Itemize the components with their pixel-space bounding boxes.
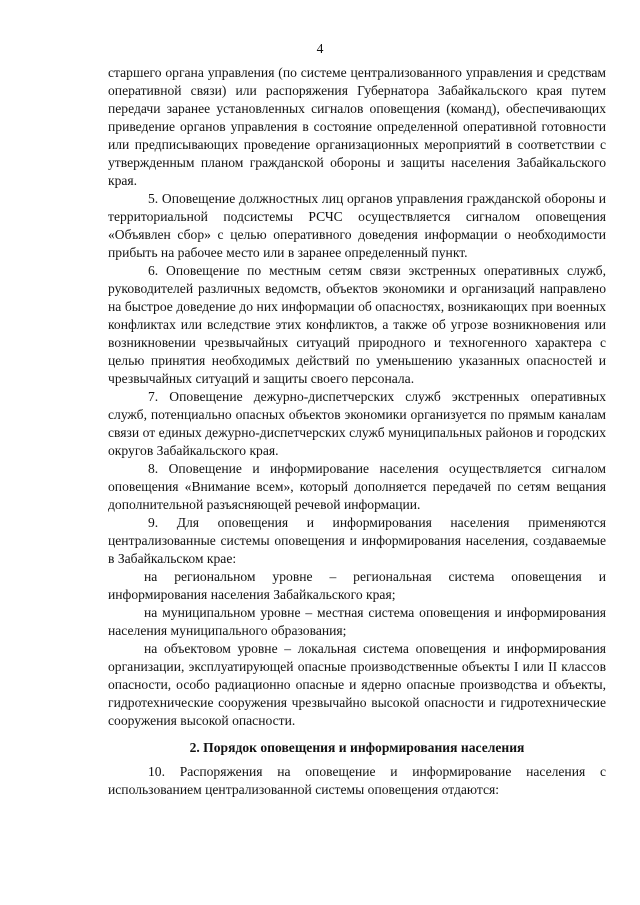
list-item-municipal: на муниципальном уровне – местная система оповещения и информирования населения муниципального образования; [108, 605, 606, 638]
list-item-regional: на региональном уровне – региональная система оповещения и информирования населения Забайкальского края; [108, 569, 606, 602]
paragraph-9: 9. Для оповещения и информирования населения применяются централизованные системы оповещения и информирования населения, создаваемые в Забайкальском крае: [108, 515, 606, 566]
paragraph-10: 10. Распоряжения на оповещение и информирование населения с использованием централизованной системы оповещения отдаются: [108, 764, 606, 797]
paragraph-continuation: старшего органа управления (по системе централизованного управления и средствам оперативной связи) или распоряжения Губернатора Забайкальского края путем передачи заранее установленных сигналов оповещения (команд), обеспечивающих приведение органов управления в состояние определенной оперативной готовности или предписывающих проведение организационных мероприятий в соответствии с утвержденным планом гражданской обороны и защиты населения Забайкальского края. [108, 65, 606, 188]
page-number: 4 [316, 41, 324, 56]
paragraph-5: 5. Оповещение должностных лиц органов управления гражданской обороны и территориальной подсистемы РСЧС осуществляется сигналом оповещения «Объявлен сбор» с целью оперативного доведения информации о необходимости прибыть на рабочее место или в заранее определенный пункт. [108, 191, 606, 260]
paragraph-8: 8. Оповещение и информирование населения осуществляется сигналом оповещения «Внимание всем», который дополняется передачей по сетям вещания дополнительной разъясняющей речевой информации. [108, 461, 606, 512]
paragraph-6: 6. Оповещение по местным сетям связи экстренных оперативных служб, руководителей различных ведомств, объектов экономики и организаций направлено на быстрое доведение до них информации об опасностях, возникающих при военных конфликтах или вследствие этих конфликтов, а также об угрозе возникновения или возникновении чрезвычайных ситуаций природного и техногенного характера с целью принятия необходимых действий по уменьшению указанных опасностей и чрезвычайных ситуаций и защиты своего персонала. [108, 263, 606, 386]
paragraph-7: 7. Оповещение дежурно-диспетчерских служб экстренных оперативных служб, потенциально опасных объектов экономики организуется по прямым каналам связи от единых дежурно-диспетчерских служб муниципальных районов и городских округов Забайкальского края. [108, 389, 606, 458]
section-heading: 2. Порядок оповещения и информирования населения [189, 740, 525, 755]
document-body [108, 64, 606, 799]
list-item-object: на объектовом уровне – локальная система оповещения и информирования организации, эксплуатирующей опасные производственные объекты I или II классов опасности, особо радиационно опасные и ядерно опасные производства и объекты, гидротехнические сооружения чрезвычайно высокой опасности и гидротехнические сооружения высокой опасности. [108, 641, 606, 728]
